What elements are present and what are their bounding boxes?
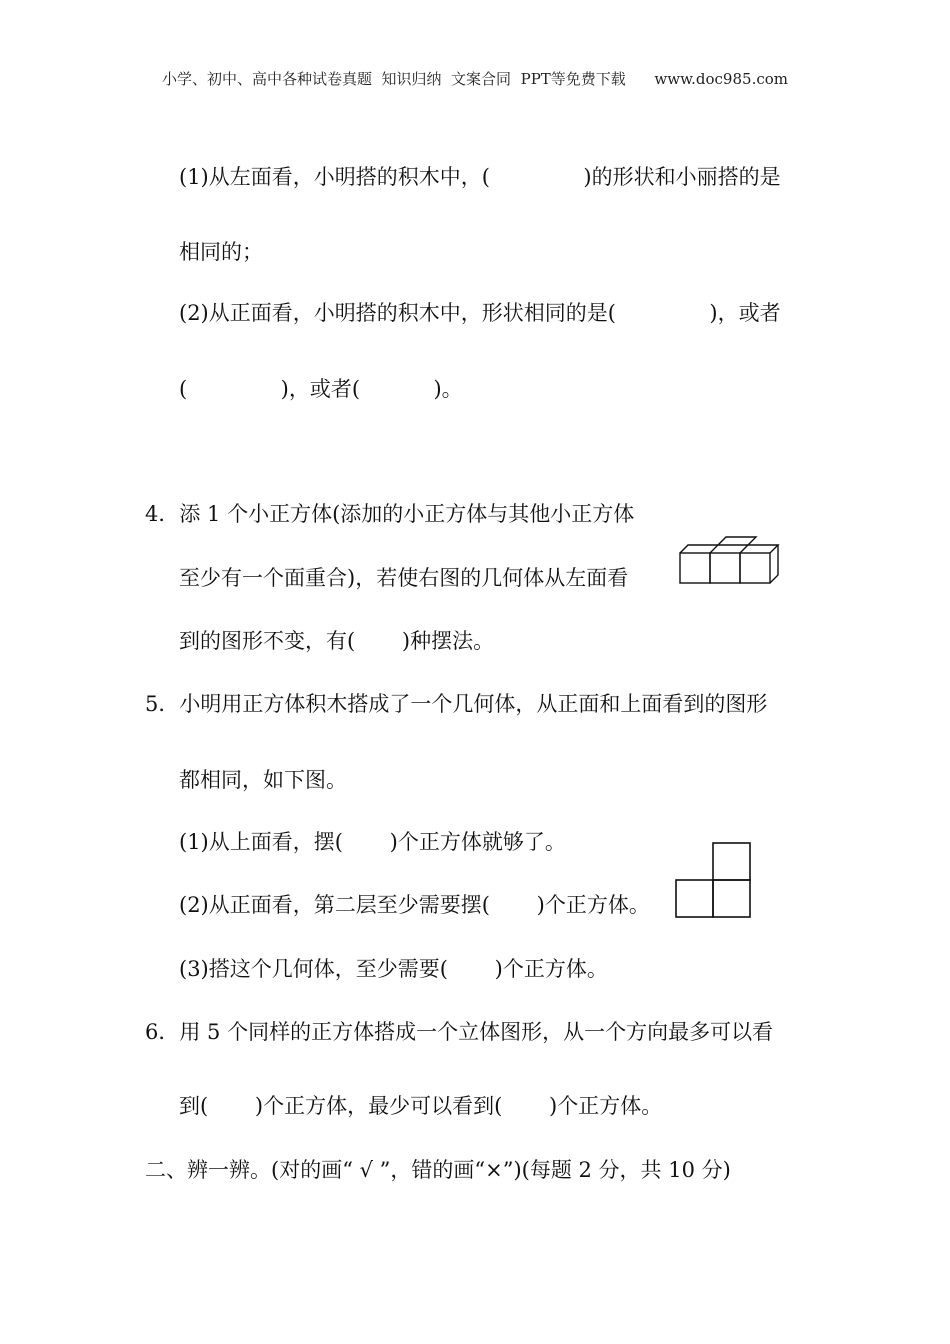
q5-sub3: (3)搭这个几何体，至少需要( )个正方体。 <box>179 957 608 981</box>
q4-line2: 至少有一个面重合)，若使右图的几何体从左面看 <box>179 566 629 590</box>
section2-title: 二、辨一辨。(对的画“ √ ”，错的画“×”)(每题 2 分，共 10 分) <box>145 1158 731 1182</box>
q3-part2-line1: (2)从正面看，小明搭的积木中，形状相同的是( )，或者 <box>179 301 781 325</box>
page-header: 小学、初中、高中各种试卷真题 知识归纳 文案合同 PPT等免费下载 www.doc985.com <box>161 70 788 88</box>
q5-line1: 5．小明用正方体积木搭成了一个几何体，从正面和上面看到的图形 <box>145 692 768 716</box>
q3-part1-line2: 相同的； <box>179 240 263 264</box>
q5-line2: 都相同，如下图。 <box>179 768 347 792</box>
q5-sub2: (2)从正面看，第二层至少需要摆( )个正方体。 <box>179 893 650 917</box>
q6-line1: 6．用 5 个同样的正方体搭成一个立体图形，从一个方向最多可以看 <box>145 1020 774 1044</box>
q4-line3: 到的图形不变，有( )种摆法。 <box>179 629 495 653</box>
q4-cube-figure <box>678 532 782 586</box>
q3-part1-line1: (1)从左面看，小明搭的积木中，( )的形状和小丽搭的是 <box>179 165 781 189</box>
q5-view-figure <box>675 841 755 919</box>
q4-line1: 4．添 1 个小正方体(添加的小正方体与其他小正方体 <box>145 502 635 526</box>
q3-part2-line2: ( )，或者( )。 <box>179 377 463 401</box>
q5-sub1: (1)从上面看，摆( )个正方体就够了。 <box>179 830 566 854</box>
q6-line2: 到( )个正方体，最少可以看到( )个正方体。 <box>179 1094 663 1118</box>
